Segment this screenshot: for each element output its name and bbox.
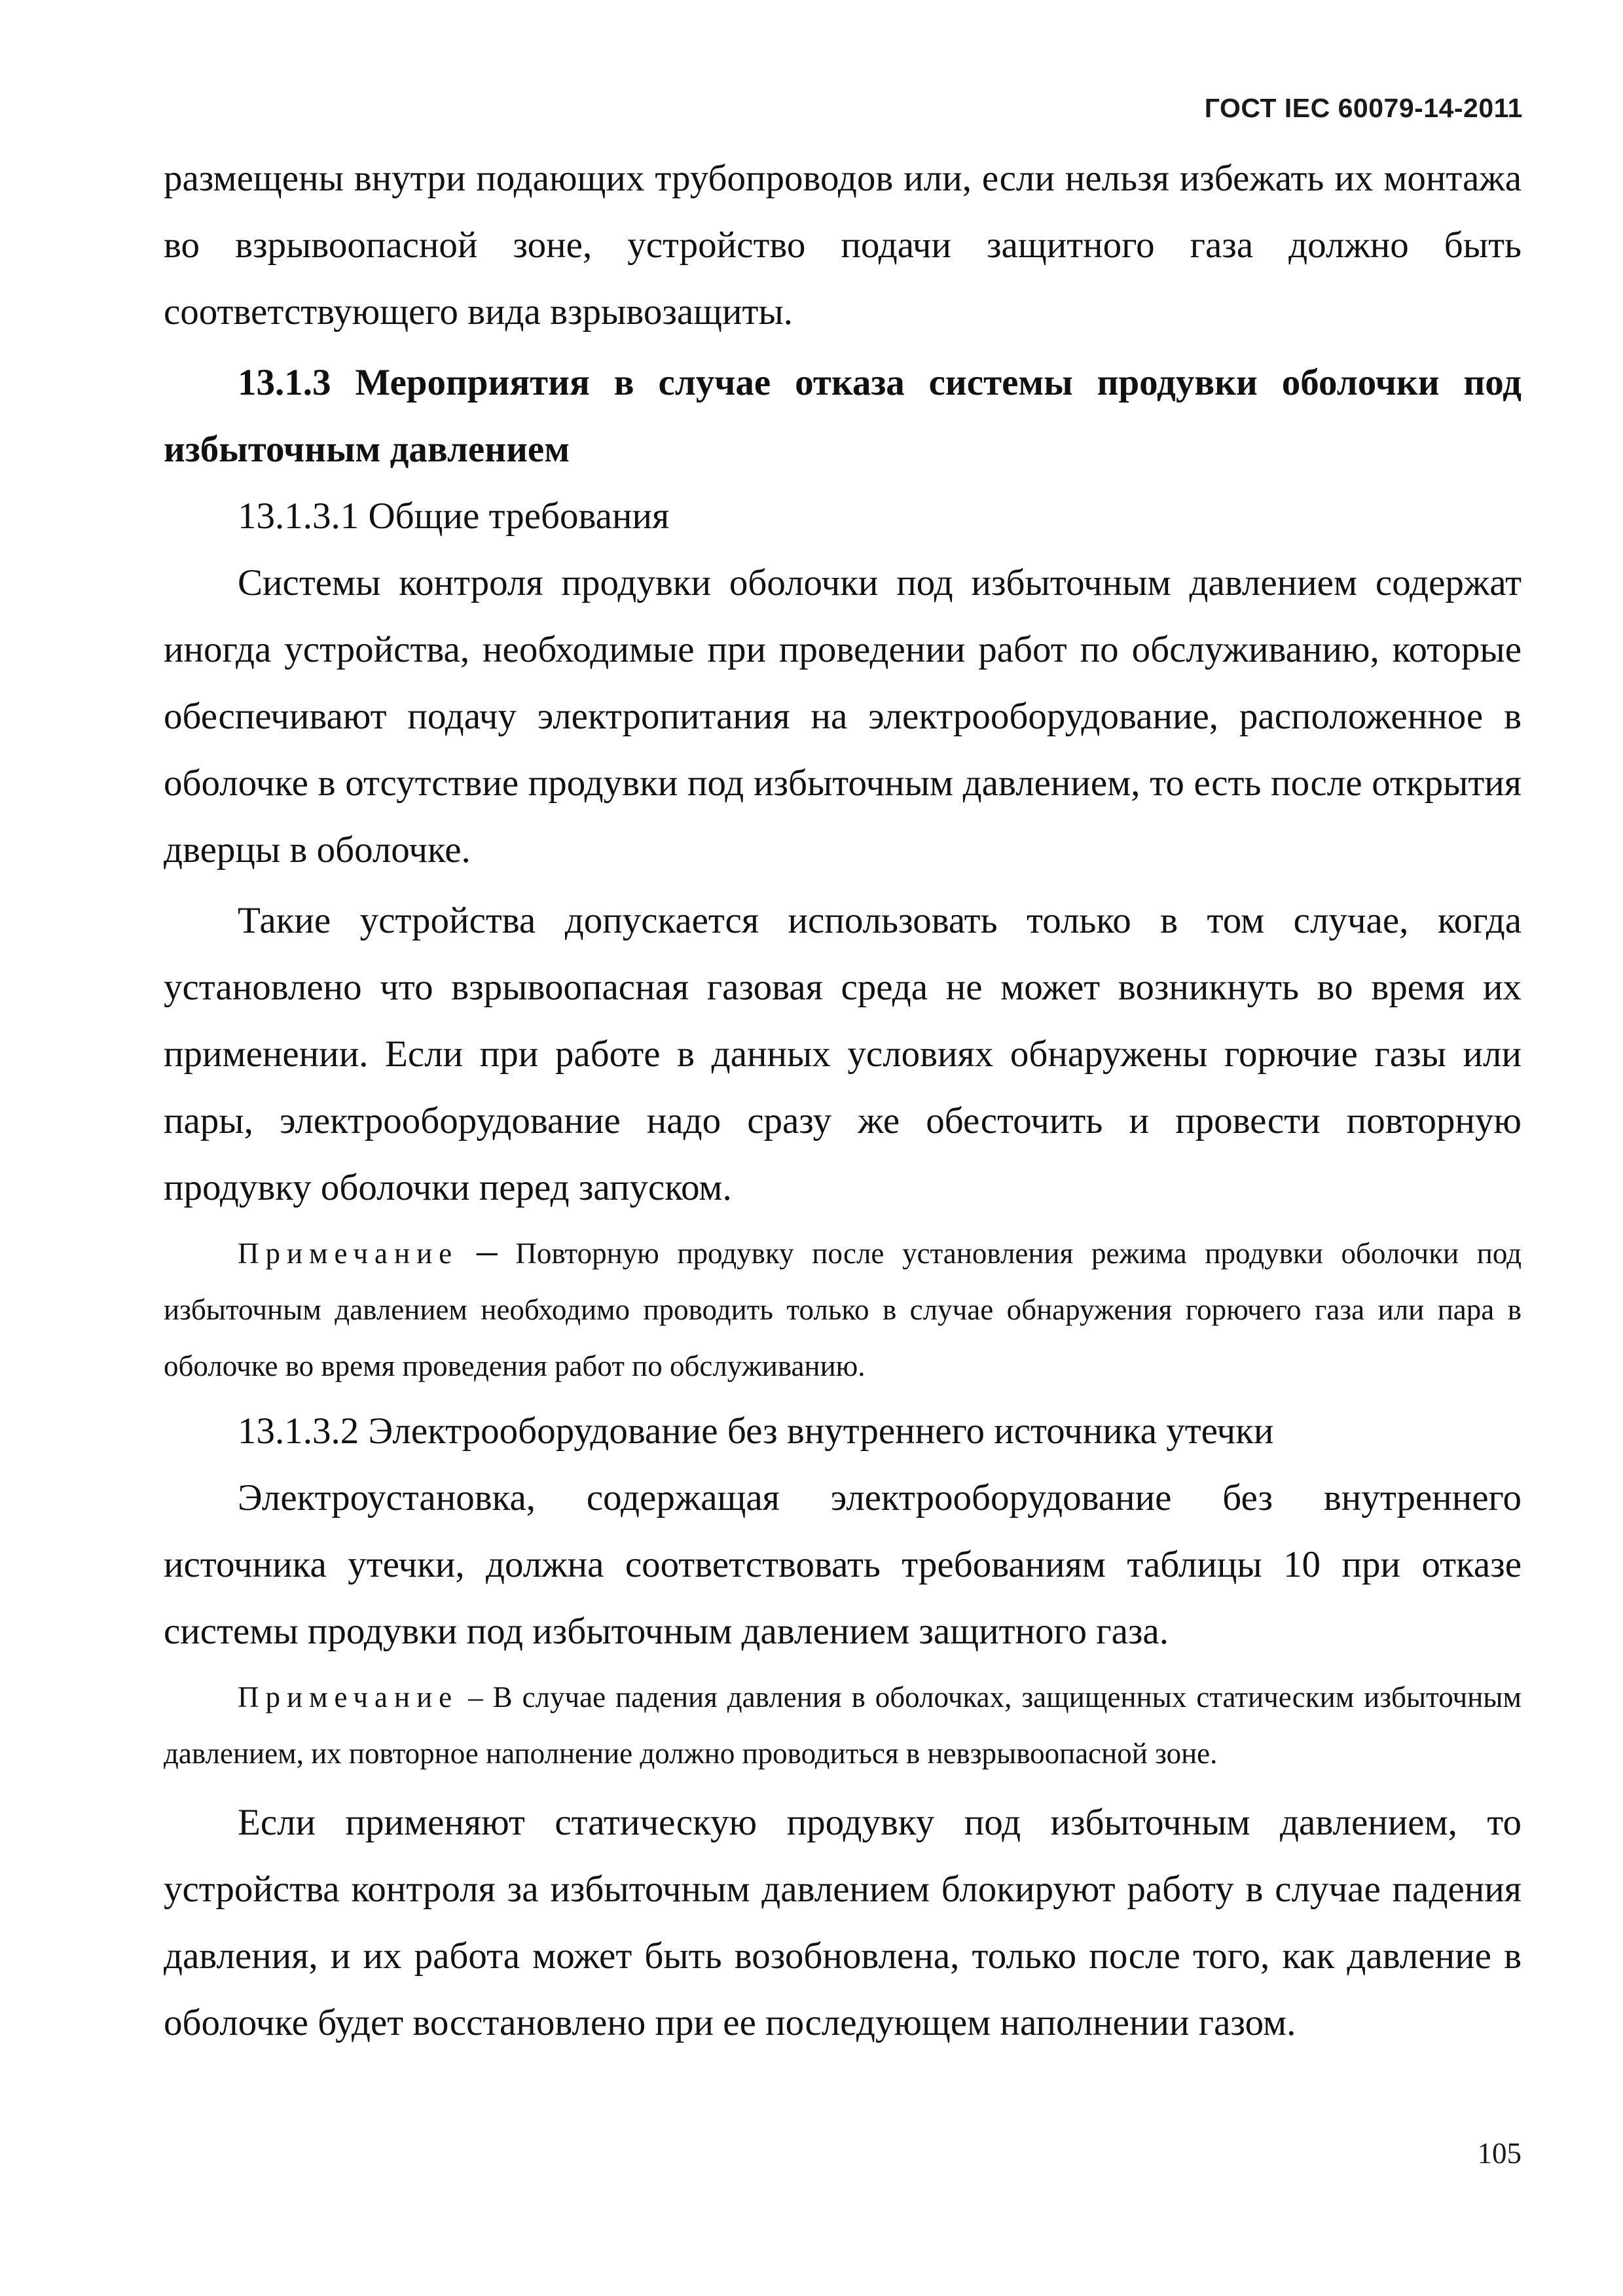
page-content bbox=[164, 145, 1522, 2056]
subsection-title-13-1-3-2: 13.1.3.2 Электрооборудование без внутреннего источника утечки bbox=[238, 1410, 1274, 1452]
section-heading-13-1-3: 13.1.3 Мероприятия в случае отказа системы продувки оболочки под избыточным давлением bbox=[164, 362, 1522, 470]
subsection-title-13-1-3-1: 13.1.3.1 Общие требования bbox=[238, 495, 670, 537]
note-repurge bbox=[164, 1225, 1522, 1394]
paragraph-purge-control-systems: Системы контроля продувки оболочки под избыточным давлением содержат иногда устройства, необходимые при проведении работ по обслуживанию, которые обеспечивают подачу электропитания на электрооборудование, расположенное в оболочке в отсутствие продувки под избыточным давлением, то есть после открытия дверцы в оболочке. bbox=[164, 562, 1522, 870]
paragraph-device-usage: Такие устройства допускается использовать только в том случае, когда установлено что взрывоопасная газовая среда не может возникнуть во время их применении. Если при работе в данных условиях обнаружены горючие газы или пары, электрооборудование надо сразу же обесточить и провести повторную продувку оболочки перед запуском. bbox=[164, 900, 1522, 1208]
note-label: Примечание bbox=[238, 1681, 459, 1713]
paragraph-static-purge: Если применяют статическую продувку под избыточным давлением, то устройства контроля за избыточным давлением блокируют работу в случае падения давления, и их работа может быть возобновлена, только после того, как давление в оболочке будет восстановлено при ее последующем наполнении газом. bbox=[164, 1802, 1522, 2043]
note-text: – В случае падения давления в оболочках, защищенных статическим избыточным давлением, их повторное наполнение должно проводиться в невзрывоопасной зоне. bbox=[164, 1681, 1522, 1770]
note-label: Примечание bbox=[238, 1237, 459, 1270]
paragraph-electrical-installation: Электроустановка, содержащая электрооборудование без внутреннего источника утечки, должна соответствовать требованиям таблицы 10 при отказе системы продувки под избыточным давлением защитного газа. bbox=[164, 1477, 1522, 1652]
document-code-header: ГОСТ IEC 60079-14-2011 bbox=[1204, 93, 1523, 123]
paragraph-continuation: размещены внутри подающих трубопроводов или, если нельзя избежать их монтажа во взрывоопасной зоне, устройство подачи защитного газа должно быть соответствующего вида взрывозащиты. bbox=[164, 158, 1522, 332]
note-static-pressure bbox=[164, 1669, 1522, 1782]
page-number: 105 bbox=[1477, 2137, 1522, 2170]
note-text: ─ Повторную продувку после установления режима продувки оболочки под избыточным давлением необходимо проводить только в случае обнаружения горючего газа или пара в оболочке во время проведения работ по обслуживанию. bbox=[164, 1237, 1522, 1382]
